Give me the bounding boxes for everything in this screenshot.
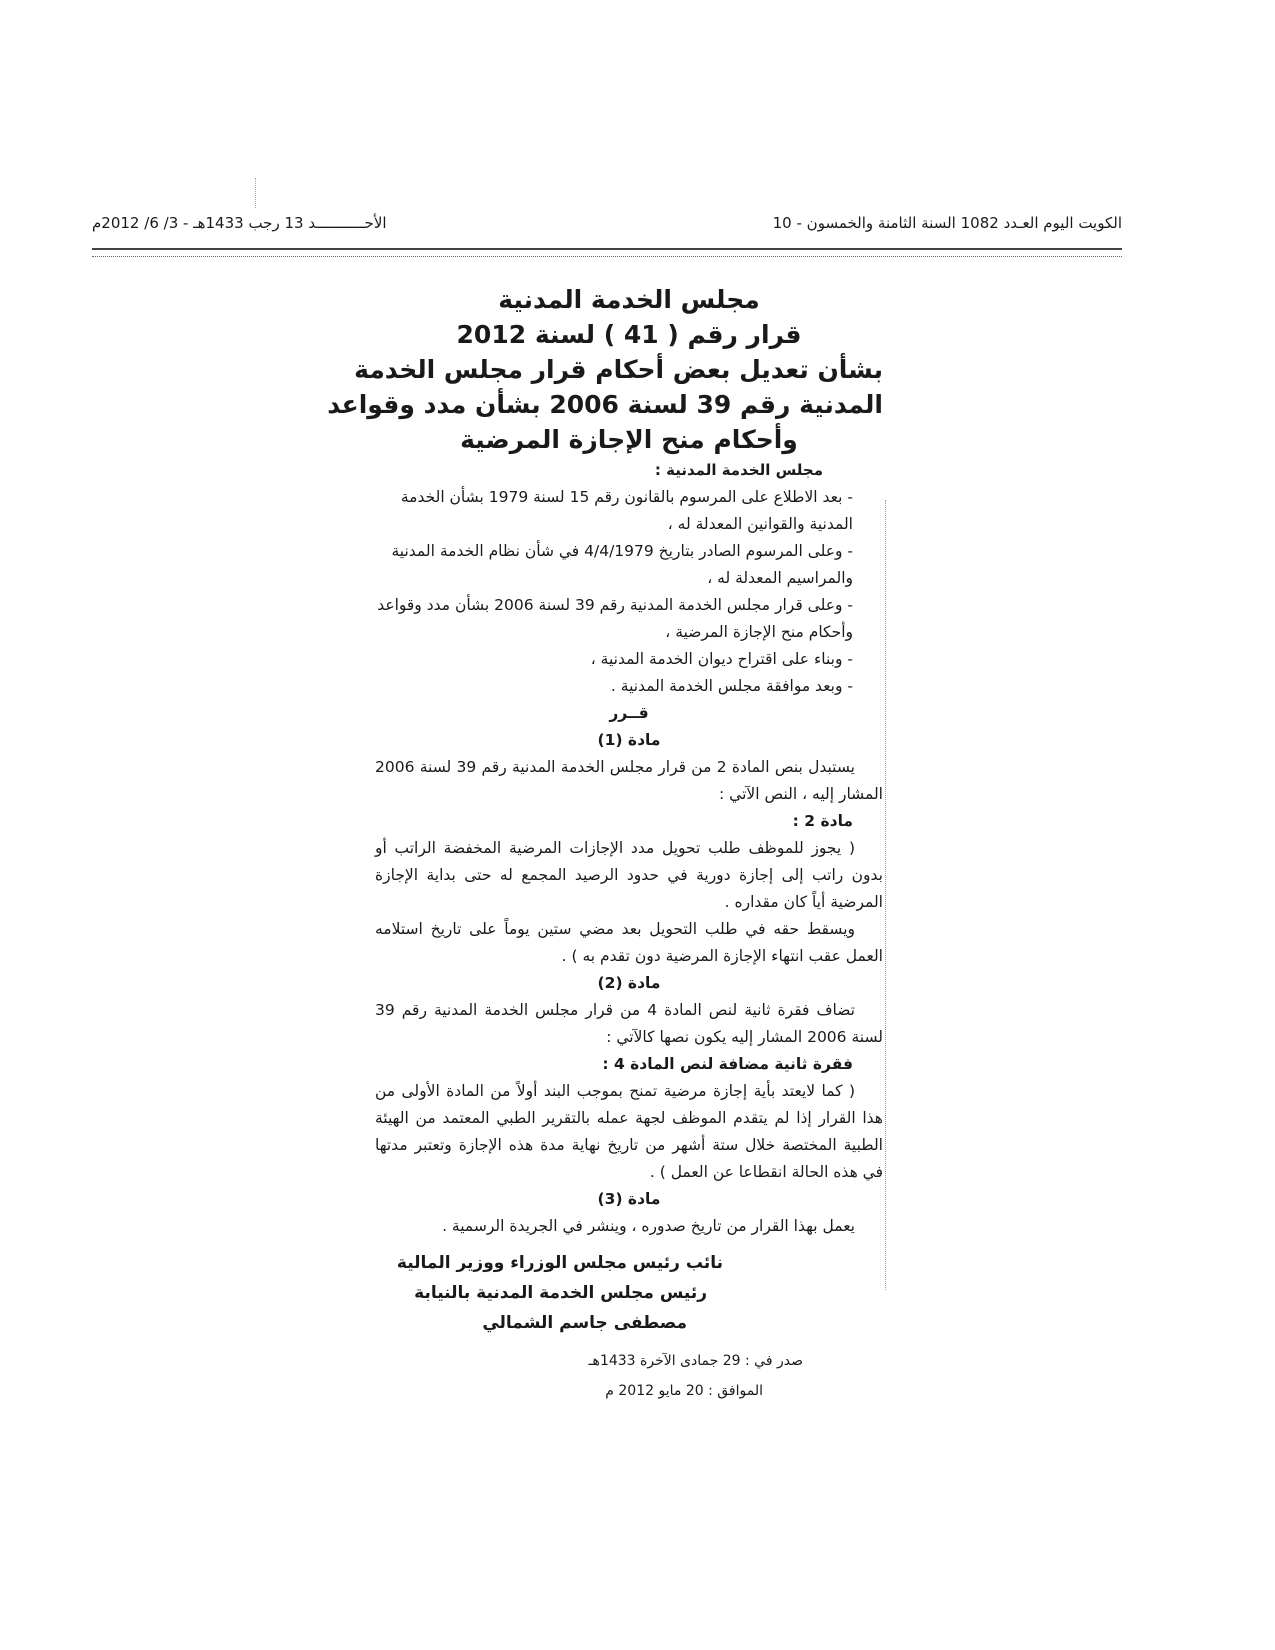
header-issue-info: الكويت اليوم العـدد 1082 السنة الثامنة والخمسون - 10 [772,214,1122,232]
signatory-name: مصطفى جاسم الشمالي [482,1313,687,1333]
header-divider [92,248,1122,257]
issued-gregorian-date: الموافق : 20 مايو 2012 م [605,1383,763,1399]
issued-hijri-date: صدر في : 29 جمادى الآخرة 1433هـ [588,1353,803,1369]
article-2-quote: ( كما لايعتد بأية إجازة مرضية تمنح بموجب البند أولاً من المادة الأولى من هذا القرار إذا لم يتقدم الموظف لجهة عمله بالتقرير الطبي المعتمد من الهيئة الطبية المختصة خلال ستة أشهر من تاريخ نهاية مدة هذه الإجازة وتعتبر مدتها في هذه الحالة انقطاعا عن العمل ) . [375,1082,883,1181]
issuer-title: مجلس الخدمة المدنية [498,285,760,314]
article-3-heading: مادة (3) [597,1190,661,1208]
scan-mark [255,178,256,208]
article-1-quote-2: ويسقط حقه في طلب التحويل بعد مضي ستين يوماً على تاريخ استلامه العمل عقب انتهاء الإجازة المرضية دون تقدم به ) . [375,920,883,965]
decision-subject-line-3: وأحكام منح الإجازة المرضية [460,425,798,454]
decision-subject-line-1: بشأن تعديل بعض أحكام قرار مجلس الخدمة [354,355,883,384]
council-label: مجلس الخدمة المدنية : [654,461,823,479]
page-header [92,214,1122,240]
header-date: الأحـــــــــــد 13 رجب 1433هـ - 3/ 6/ 2012م [92,214,387,232]
signature-block [375,1248,723,1338]
article-1-quote-1: ( يجوز للموظف طلب تحويل مدد الإجازات المرضية المخفضة الراتب أو بدون راتب إلى إجازة دورية في حدود الرصيد المجمع له حتى بداية الإجازة المرضية أياً كان مقداره . [375,839,883,911]
decision-number: قرار رقم ( 41 ) لسنة 2012 [456,320,802,349]
article-2-text: تضاف فقرة ثانية لنص المادة 4 من قرار مجلس الخدمة المدنية رقم 39 لسنة 2006 المشار إليه يكون نصها كالآتي : [375,1001,883,1046]
article-2-sub-heading: فقرة ثانية مضافة لنص المادة 4 : [602,1055,853,1073]
article-1-sub-heading: مادة 2 : [792,812,853,830]
preamble-item: - وبناء على اقتراح ديوان الخدمة المدنية ، [590,650,853,668]
scan-margin-line [885,500,886,1290]
issue-date-block [375,1346,803,1406]
article-2-heading: مادة (2) [597,974,661,992]
article-1-text: يستبدل بنص المادة 2 من قرار مجلس الخدمة المدنية رقم 39 لسنة 2006 المشار إليه ، النص الآتي : [375,758,883,803]
preamble-item: - وبعد موافقة مجلس الخدمة المدنية . [610,677,853,695]
preamble-item: - وعلى قرار مجلس الخدمة المدنية رقم 39 لسنة 2006 بشأن مدد وقواعد وأحكام منح الإجازة المرضية ، [377,596,853,641]
article-1-heading: مادة (1) [597,731,661,749]
decision-article [327,282,883,1406]
decision-subject-line-2: المدنية رقم 39 لسنة 2006 بشأن مدد وقواعد [327,390,883,419]
preamble-item: - بعد الاطلاع على المرسوم بالقانون رقم 15 لسنة 1979 بشأن الخدمة المدنية والقوانين المعدلة له ، [400,488,853,533]
signatory-title: نائب رئيس مجلس الوزراء ووزير المالية [396,1253,723,1273]
article-3-text: يعمل بهذا القرار من تاريخ صدوره ، وينشر في الجريدة الرسمية . [442,1217,855,1235]
decision-title-block [327,282,883,457]
signatory-role: رئيس مجلس الخدمة المدنية بالنيابة [414,1283,707,1303]
decides-heading: قــرر [609,704,649,722]
preamble-item: - وعلى المرسوم الصادر بتاريخ 4/4/1979 في شأن نظام الخدمة المدنية والمراسيم المعدلة له ، [391,542,853,587]
